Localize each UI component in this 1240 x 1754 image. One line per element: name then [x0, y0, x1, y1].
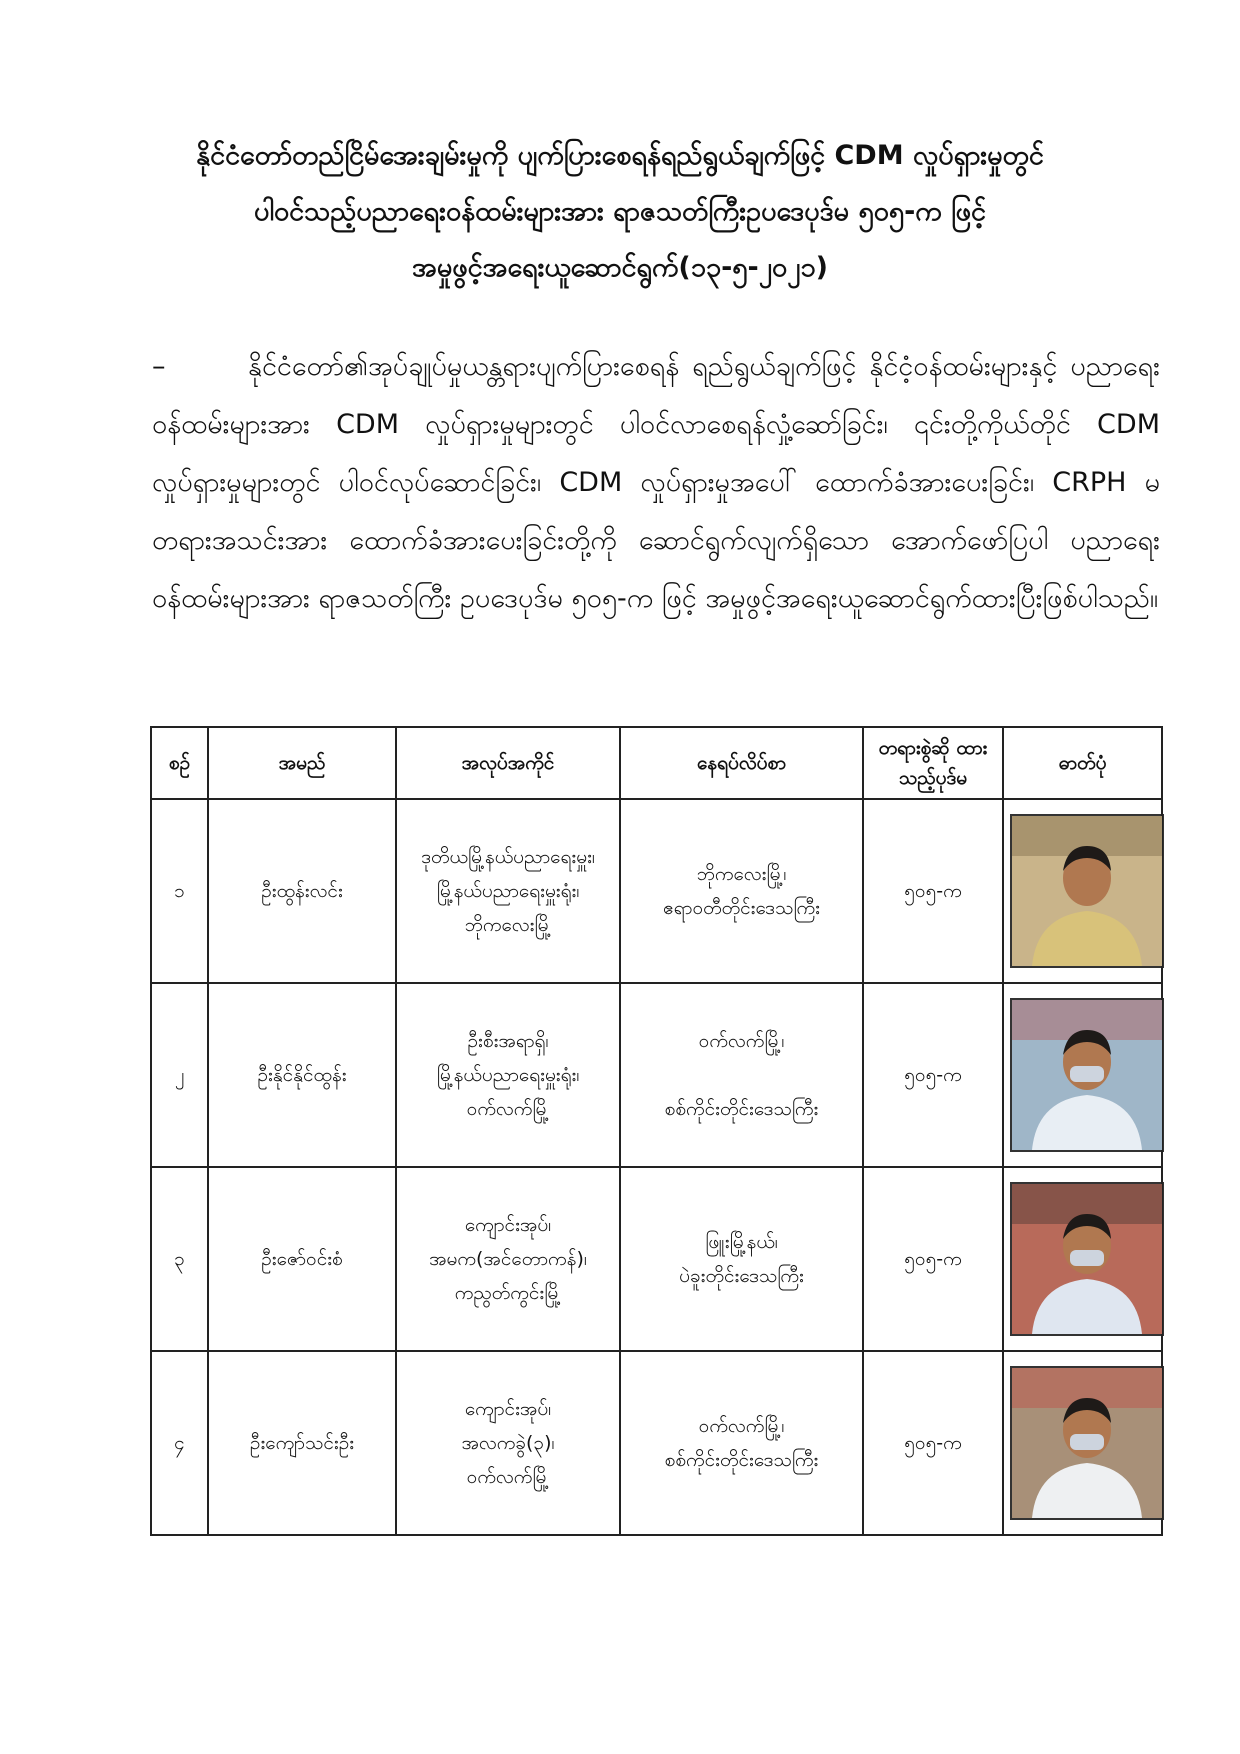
intro-dash: – [152, 351, 166, 382]
document-title [60, 128, 1180, 296]
cell-address [620, 1351, 863, 1535]
occupation-line: ဘိုကလေးမြို့ [464, 914, 552, 936]
address-line: ဖြူးမြို့နယ်၊ [705, 1231, 778, 1253]
cell-section: ၅၀၅-က [863, 1167, 1003, 1351]
table-row [151, 1351, 1162, 1535]
cell-occupation [396, 1351, 620, 1535]
cell-no: ၂ [151, 983, 208, 1167]
occupation-line: ဒုတိယမြို့နယ်ပညာရေးမှူး၊ [421, 846, 595, 868]
address-line: ဘိုကလေးမြို့၊ [696, 863, 787, 885]
occupation-line: မြို့နယ်ပညာရေးမှူးရုံး၊ [436, 1064, 580, 1086]
title-line-2: ပါဝင်သည့်ပညာရေးဝန်ထမ်းများအား ရာဇသတ်ကြီးဥပဒေပုဒ်မ ၅၀၅-က ဖြင့် [253, 196, 987, 227]
cell-section: ၅၀၅-က [863, 983, 1003, 1167]
occupation-line: ဦးစီးအရာရှိ၊ [467, 1030, 549, 1052]
occupation-line: ကညွတ်ကွင်းမြို့ [454, 1282, 562, 1304]
person-photo [1010, 998, 1164, 1152]
address-line: စစ်ကိုင်းတိုင်းဒေသကြီး [664, 1098, 819, 1120]
intro-text: နိုင်ငံတော်၏အုပ်ချုပ်မှုယန္တရားပျက်ပြားစေရန် ရည်ရွယ်ချက်ဖြင့် နိုင်ငံ့ဝန်ထမ်းများနှင့် ပညာရေးဝန်ထမ်းများအား CDM လှုပ်ရှားမှုများတွင် ပါဝင်လာစေရန်လှုံ့ဆော်ခြင်း၊ ၎င်းတို့ကိုယ်တိုင် CDM လှုပ်ရှားမှုများတွင် ပါဝင်လုပ်ဆောင်ခြင်း၊ CDM လှုပ်ရှားမှုအပေါ် ထောက်ခံအားပေးခြင်း၊ CRPH မတရားအသင်းအား ထောက်ခံအားပေးခြင်းတို့ကို ဆောင်ရွက်လျက်ရှိသော အောက်ဖော်ပြပါ ပညာရေးဝန်ထမ်းများအား ရာဇသတ်ကြီး ဥပဒေပုဒ်မ ၅၀၅-က ဖြင့် အမှုဖွင့်အရေးယူဆောင်ရွက်ထားပြီးဖြစ်ပါသည်။ [152, 351, 1160, 614]
occupation-line: အမက(အင်တောကန်)၊ [429, 1248, 587, 1270]
cell-no: ၁ [151, 799, 208, 983]
title-line-3: အမှုဖွင့်အရေးယူဆောင်ရွက်(၁၃-၅-၂၀၂၁) [412, 252, 828, 283]
header-no: စဉ် [151, 727, 208, 799]
cell-photo [1003, 1351, 1162, 1535]
cell-no: ၄ [151, 1351, 208, 1535]
header-section: တရားစွဲဆို ထားသည့်ပုဒ်မ [863, 727, 1003, 799]
table-header-row [151, 727, 1162, 799]
header-occupation: အလုပ်အကိုင် [396, 727, 620, 799]
occupation-line: မြို့နယ်ပညာရေးမှူးရုံး၊ [436, 880, 580, 902]
cell-photo [1003, 799, 1162, 983]
cell-name: ဦးနိုင်နိုင်ထွန်း [208, 983, 396, 1167]
cell-photo [1003, 1167, 1162, 1351]
cell-occupation [396, 983, 620, 1167]
address-line [627, 1058, 856, 1092]
address-line: ဝက်လက်မြို့၊ [698, 1030, 785, 1052]
person-photo [1010, 1182, 1164, 1336]
address-line: ဧရာဝတီတိုင်းဒေသကြီး [663, 897, 820, 919]
intro-paragraph [152, 338, 1160, 628]
cell-name: ဦးကျော်သင်းဦး [208, 1351, 396, 1535]
cell-section: ၅၀၅-က [863, 1351, 1003, 1535]
cell-address [620, 799, 863, 983]
cell-occupation [396, 799, 620, 983]
table-row [151, 983, 1162, 1167]
person-photo [1010, 1366, 1164, 1520]
occupation-line: ဝက်လက်မြို့ [466, 1098, 550, 1120]
cell-name: ဦးထွန်းလင်း [208, 799, 396, 983]
address-line: ပဲခူးတိုင်းဒေသကြီး [679, 1265, 804, 1287]
table-body [151, 799, 1162, 1535]
occupation-line: ဝက်လက်မြို့ [466, 1466, 550, 1488]
occupation-line: ကျောင်းအုပ်၊ [464, 1214, 552, 1236]
table-row [151, 1167, 1162, 1351]
header-photo: ဓာတ်ပုံ [1003, 727, 1162, 799]
cell-photo [1003, 983, 1162, 1167]
address-line: ဝက်လက်မြို့၊ [698, 1415, 785, 1437]
cell-no: ၃ [151, 1167, 208, 1351]
cell-section: ၅၀၅-က [863, 799, 1003, 983]
cell-address [620, 983, 863, 1167]
accused-table [150, 726, 1163, 1536]
occupation-line: အလကခွဲ(၃)၊ [461, 1432, 555, 1454]
table-row [151, 799, 1162, 983]
header-name: အမည် [208, 727, 396, 799]
cell-name: ဦးဇော်ဝင်းစံ [208, 1167, 396, 1351]
cell-occupation [396, 1167, 620, 1351]
person-photo [1010, 814, 1164, 968]
occupation-line: ကျောင်းအုပ်၊ [464, 1398, 552, 1420]
header-address: နေရပ်လိပ်စာ [620, 727, 863, 799]
cell-address [620, 1167, 863, 1351]
address-line: စစ်ကိုင်းတိုင်းဒေသကြီး [664, 1449, 819, 1471]
title-line-1: နိုင်ငံတော်တည်ငြိမ်အေးချမ်းမှုကို ပျက်ပြားစေရန်ရည်ရွယ်ချက်ဖြင့် CDM လှုပ်ရှားမှုတွင် [196, 140, 1044, 171]
